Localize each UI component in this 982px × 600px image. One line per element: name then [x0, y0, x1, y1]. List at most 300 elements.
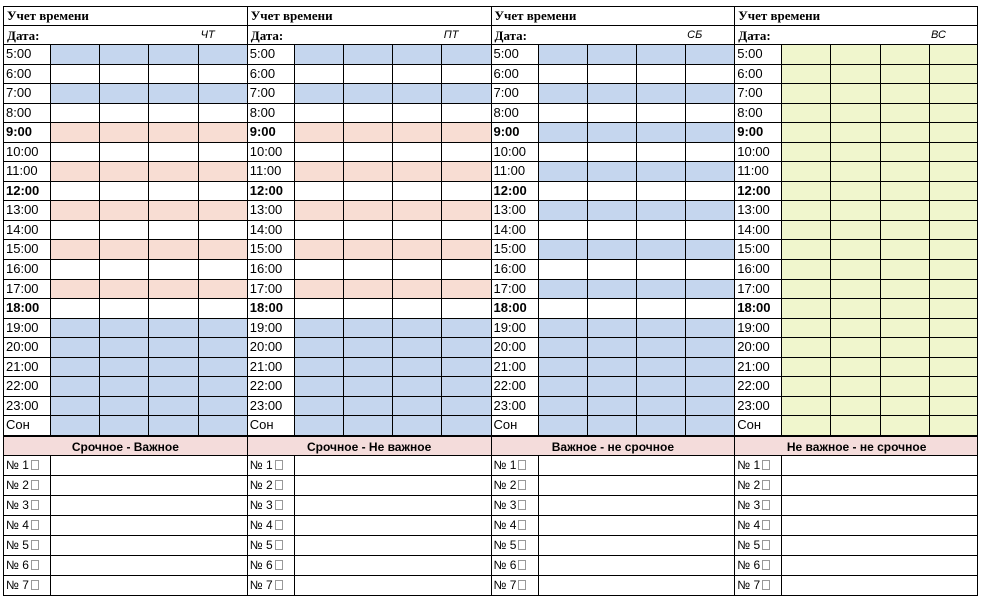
- hour-cell[interactable]: [442, 45, 490, 64]
- hour-cell[interactable]: [539, 123, 588, 142]
- hour-cell[interactable]: [881, 416, 930, 435]
- hour-cell[interactable]: [100, 280, 149, 299]
- hour-cell[interactable]: [199, 260, 247, 279]
- hour-cell[interactable]: [51, 358, 100, 377]
- hour-cell[interactable]: [199, 358, 247, 377]
- hour-cell[interactable]: [442, 397, 490, 416]
- hour-cell[interactable]: [295, 221, 344, 240]
- hour-cell[interactable]: [51, 319, 100, 338]
- hour-cell[interactable]: [881, 201, 930, 220]
- hour-cell[interactable]: [686, 319, 734, 338]
- hour-cell[interactable]: [831, 221, 880, 240]
- hour-cell[interactable]: [199, 416, 247, 435]
- hour-cell[interactable]: [930, 280, 978, 299]
- hour-cell[interactable]: [637, 65, 686, 84]
- hour-cell[interactable]: [442, 221, 490, 240]
- hour-cell[interactable]: [686, 84, 734, 103]
- hour-cell[interactable]: [539, 280, 588, 299]
- hour-cell[interactable]: [199, 182, 247, 201]
- hour-cell[interactable]: [295, 162, 344, 181]
- checkbox-icon[interactable]: [762, 500, 770, 510]
- hour-cell[interactable]: [930, 358, 978, 377]
- hour-cell[interactable]: [686, 397, 734, 416]
- hour-cell[interactable]: [539, 260, 588, 279]
- hour-cell[interactable]: [295, 319, 344, 338]
- hour-cell[interactable]: [637, 377, 686, 396]
- hour-cell[interactable]: [637, 358, 686, 377]
- hour-cell[interactable]: [295, 358, 344, 377]
- hour-cell[interactable]: [637, 299, 686, 318]
- hour-cell[interactable]: [637, 221, 686, 240]
- hour-cell[interactable]: [344, 65, 393, 84]
- checkbox-icon[interactable]: [518, 580, 526, 590]
- hour-cell[interactable]: [686, 221, 734, 240]
- task-input-cell[interactable]: [539, 476, 735, 495]
- task-input-cell[interactable]: [782, 576, 978, 595]
- hour-cell[interactable]: [881, 162, 930, 181]
- hour-cell[interactable]: [51, 182, 100, 201]
- hour-cell[interactable]: [782, 416, 831, 435]
- hour-cell[interactable]: [295, 416, 344, 435]
- hour-cell[interactable]: [393, 123, 442, 142]
- hour-cell[interactable]: [686, 104, 734, 123]
- hour-cell[interactable]: [393, 162, 442, 181]
- hour-cell[interactable]: [782, 143, 831, 162]
- hour-cell[interactable]: [199, 143, 247, 162]
- hour-cell[interactable]: [588, 123, 637, 142]
- hour-cell[interactable]: [51, 45, 100, 64]
- hour-cell[interactable]: [831, 45, 880, 64]
- hour-cell[interactable]: [831, 84, 880, 103]
- hour-cell[interactable]: [295, 143, 344, 162]
- hour-cell[interactable]: [51, 299, 100, 318]
- task-input-cell[interactable]: [295, 496, 491, 515]
- hour-cell[interactable]: [344, 201, 393, 220]
- hour-cell[interactable]: [393, 201, 442, 220]
- hour-cell[interactable]: [686, 201, 734, 220]
- hour-cell[interactable]: [344, 338, 393, 357]
- hour-cell[interactable]: [199, 104, 247, 123]
- hour-cell[interactable]: [149, 299, 198, 318]
- hour-cell[interactable]: [686, 182, 734, 201]
- hour-cell[interactable]: [295, 45, 344, 64]
- hour-cell[interactable]: [539, 84, 588, 103]
- task-input-cell[interactable]: [295, 516, 491, 535]
- hour-cell[interactable]: [588, 416, 637, 435]
- hour-cell[interactable]: [588, 162, 637, 181]
- hour-cell[interactable]: [637, 84, 686, 103]
- hour-cell[interactable]: [782, 260, 831, 279]
- task-input-cell[interactable]: [295, 576, 491, 595]
- hour-cell[interactable]: [588, 319, 637, 338]
- hour-cell[interactable]: [831, 201, 880, 220]
- checkbox-icon[interactable]: [762, 580, 770, 590]
- hour-cell[interactable]: [344, 143, 393, 162]
- hour-cell[interactable]: [881, 240, 930, 259]
- task-input-cell[interactable]: [51, 516, 247, 535]
- hour-cell[interactable]: [199, 65, 247, 84]
- hour-cell[interactable]: [782, 201, 831, 220]
- hour-cell[interactable]: [295, 182, 344, 201]
- task-input-cell[interactable]: [295, 556, 491, 575]
- task-input-cell[interactable]: [782, 556, 978, 575]
- hour-cell[interactable]: [393, 65, 442, 84]
- hour-cell[interactable]: [831, 397, 880, 416]
- hour-cell[interactable]: [344, 104, 393, 123]
- hour-cell[interactable]: [588, 84, 637, 103]
- hour-cell[interactable]: [782, 299, 831, 318]
- hour-cell[interactable]: [881, 299, 930, 318]
- task-input-cell[interactable]: [539, 496, 735, 515]
- hour-cell[interactable]: [539, 319, 588, 338]
- hour-cell[interactable]: [199, 162, 247, 181]
- hour-cell[interactable]: [51, 377, 100, 396]
- hour-cell[interactable]: [831, 123, 880, 142]
- hour-cell[interactable]: [199, 201, 247, 220]
- hour-cell[interactable]: [588, 221, 637, 240]
- hour-cell[interactable]: [930, 65, 978, 84]
- hour-cell[interactable]: [344, 280, 393, 299]
- hour-cell[interactable]: [881, 280, 930, 299]
- hour-cell[interactable]: [588, 65, 637, 84]
- hour-cell[interactable]: [344, 416, 393, 435]
- hour-cell[interactable]: [881, 260, 930, 279]
- hour-cell[interactable]: [51, 240, 100, 259]
- hour-cell[interactable]: [100, 162, 149, 181]
- checkbox-icon[interactable]: [518, 500, 526, 510]
- hour-cell[interactable]: [149, 338, 198, 357]
- hour-cell[interactable]: [149, 84, 198, 103]
- hour-cell[interactable]: [588, 299, 637, 318]
- hour-cell[interactable]: [100, 338, 149, 357]
- hour-cell[interactable]: [831, 104, 880, 123]
- hour-cell[interactable]: [831, 319, 880, 338]
- hour-cell[interactable]: [442, 299, 490, 318]
- hour-cell[interactable]: [100, 65, 149, 84]
- hour-cell[interactable]: [539, 377, 588, 396]
- hour-cell[interactable]: [782, 123, 831, 142]
- hour-cell[interactable]: [149, 240, 198, 259]
- hour-cell[interactable]: [881, 338, 930, 357]
- hour-cell[interactable]: [881, 143, 930, 162]
- hour-cell[interactable]: [881, 397, 930, 416]
- hour-cell[interactable]: [393, 143, 442, 162]
- hour-cell[interactable]: [149, 377, 198, 396]
- hour-cell[interactable]: [686, 45, 734, 64]
- task-input-cell[interactable]: [782, 476, 978, 495]
- hour-cell[interactable]: [930, 416, 978, 435]
- hour-cell[interactable]: [686, 260, 734, 279]
- hour-cell[interactable]: [637, 45, 686, 64]
- hour-cell[interactable]: [344, 358, 393, 377]
- hour-cell[interactable]: [539, 104, 588, 123]
- hour-cell[interactable]: [637, 338, 686, 357]
- task-input-cell[interactable]: [51, 456, 247, 475]
- hour-cell[interactable]: [344, 182, 393, 201]
- task-input-cell[interactable]: [51, 556, 247, 575]
- hour-cell[interactable]: [295, 123, 344, 142]
- hour-cell[interactable]: [881, 221, 930, 240]
- hour-cell[interactable]: [51, 397, 100, 416]
- hour-cell[interactable]: [51, 416, 100, 435]
- hour-cell[interactable]: [782, 65, 831, 84]
- checkbox-icon[interactable]: [275, 500, 283, 510]
- hour-cell[interactable]: [930, 84, 978, 103]
- task-input-cell[interactable]: [539, 576, 735, 595]
- hour-cell[interactable]: [295, 65, 344, 84]
- hour-cell[interactable]: [637, 123, 686, 142]
- hour-cell[interactable]: [930, 240, 978, 259]
- hour-cell[interactable]: [881, 358, 930, 377]
- task-input-cell[interactable]: [539, 536, 735, 555]
- hour-cell[interactable]: [344, 319, 393, 338]
- hour-cell[interactable]: [442, 201, 490, 220]
- hour-cell[interactable]: [442, 319, 490, 338]
- checkbox-icon[interactable]: [762, 560, 770, 570]
- hour-cell[interactable]: [539, 182, 588, 201]
- hour-cell[interactable]: [588, 260, 637, 279]
- hour-cell[interactable]: [782, 397, 831, 416]
- hour-cell[interactable]: [881, 377, 930, 396]
- hour-cell[interactable]: [51, 338, 100, 357]
- hour-cell[interactable]: [782, 377, 831, 396]
- checkbox-icon[interactable]: [275, 560, 283, 570]
- hour-cell[interactable]: [637, 240, 686, 259]
- hour-cell[interactable]: [686, 123, 734, 142]
- hour-cell[interactable]: [393, 260, 442, 279]
- hour-cell[interactable]: [930, 260, 978, 279]
- hour-cell[interactable]: [588, 201, 637, 220]
- hour-cell[interactable]: [881, 104, 930, 123]
- hour-cell[interactable]: [637, 201, 686, 220]
- checkbox-icon[interactable]: [518, 560, 526, 570]
- hour-cell[interactable]: [51, 84, 100, 103]
- task-input-cell[interactable]: [782, 516, 978, 535]
- hour-cell[interactable]: [51, 162, 100, 181]
- hour-cell[interactable]: [686, 65, 734, 84]
- task-input-cell[interactable]: [295, 476, 491, 495]
- hour-cell[interactable]: [686, 338, 734, 357]
- hour-cell[interactable]: [831, 260, 880, 279]
- hour-cell[interactable]: [199, 84, 247, 103]
- hour-cell[interactable]: [782, 104, 831, 123]
- hour-cell[interactable]: [295, 260, 344, 279]
- hour-cell[interactable]: [51, 221, 100, 240]
- hour-cell[interactable]: [930, 162, 978, 181]
- hour-cell[interactable]: [100, 84, 149, 103]
- hour-cell[interactable]: [149, 319, 198, 338]
- hour-cell[interactable]: [539, 162, 588, 181]
- hour-cell[interactable]: [881, 65, 930, 84]
- hour-cell[interactable]: [686, 240, 734, 259]
- hour-cell[interactable]: [539, 397, 588, 416]
- hour-cell[interactable]: [149, 416, 198, 435]
- hour-cell[interactable]: [100, 221, 149, 240]
- hour-cell[interactable]: [588, 240, 637, 259]
- hour-cell[interactable]: [100, 182, 149, 201]
- hour-cell[interactable]: [637, 397, 686, 416]
- hour-cell[interactable]: [51, 104, 100, 123]
- checkbox-icon[interactable]: [31, 500, 39, 510]
- hour-cell[interactable]: [637, 104, 686, 123]
- hour-cell[interactable]: [881, 319, 930, 338]
- hour-cell[interactable]: [637, 162, 686, 181]
- hour-cell[interactable]: [199, 319, 247, 338]
- hour-cell[interactable]: [686, 358, 734, 377]
- checkbox-icon[interactable]: [762, 540, 770, 550]
- hour-cell[interactable]: [393, 416, 442, 435]
- hour-cell[interactable]: [442, 162, 490, 181]
- hour-cell[interactable]: [831, 299, 880, 318]
- hour-cell[interactable]: [539, 65, 588, 84]
- hour-cell[interactable]: [588, 338, 637, 357]
- hour-cell[interactable]: [782, 162, 831, 181]
- hour-cell[interactable]: [588, 182, 637, 201]
- hour-cell[interactable]: [100, 299, 149, 318]
- hour-cell[interactable]: [442, 280, 490, 299]
- hour-cell[interactable]: [51, 260, 100, 279]
- hour-cell[interactable]: [295, 104, 344, 123]
- task-input-cell[interactable]: [51, 536, 247, 555]
- checkbox-icon[interactable]: [31, 580, 39, 590]
- hour-cell[interactable]: [100, 143, 149, 162]
- checkbox-icon[interactable]: [275, 580, 283, 590]
- hour-cell[interactable]: [930, 397, 978, 416]
- hour-cell[interactable]: [295, 299, 344, 318]
- hour-cell[interactable]: [782, 280, 831, 299]
- hour-cell[interactable]: [442, 84, 490, 103]
- task-input-cell[interactable]: [539, 516, 735, 535]
- hour-cell[interactable]: [199, 397, 247, 416]
- hour-cell[interactable]: [344, 162, 393, 181]
- hour-cell[interactable]: [588, 280, 637, 299]
- hour-cell[interactable]: [539, 45, 588, 64]
- hour-cell[interactable]: [295, 84, 344, 103]
- checkbox-icon[interactable]: [31, 480, 39, 490]
- hour-cell[interactable]: [831, 65, 880, 84]
- hour-cell[interactable]: [539, 201, 588, 220]
- checkbox-icon[interactable]: [275, 520, 283, 530]
- hour-cell[interactable]: [637, 319, 686, 338]
- hour-cell[interactable]: [51, 123, 100, 142]
- hour-cell[interactable]: [930, 123, 978, 142]
- checkbox-icon[interactable]: [518, 480, 526, 490]
- hour-cell[interactable]: [686, 299, 734, 318]
- hour-cell[interactable]: [393, 45, 442, 64]
- hour-cell[interactable]: [539, 299, 588, 318]
- hour-cell[interactable]: [51, 143, 100, 162]
- hour-cell[interactable]: [149, 358, 198, 377]
- hour-cell[interactable]: [51, 280, 100, 299]
- hour-cell[interactable]: [686, 162, 734, 181]
- hour-cell[interactable]: [199, 45, 247, 64]
- checkbox-icon[interactable]: [31, 520, 39, 530]
- hour-cell[interactable]: [393, 240, 442, 259]
- hour-cell[interactable]: [393, 221, 442, 240]
- hour-cell[interactable]: [295, 338, 344, 357]
- hour-cell[interactable]: [100, 358, 149, 377]
- hour-cell[interactable]: [588, 143, 637, 162]
- checkbox-icon[interactable]: [762, 460, 770, 470]
- task-input-cell[interactable]: [51, 496, 247, 515]
- hour-cell[interactable]: [344, 377, 393, 396]
- hour-cell[interactable]: [442, 104, 490, 123]
- hour-cell[interactable]: [442, 260, 490, 279]
- hour-cell[interactable]: [149, 260, 198, 279]
- hour-cell[interactable]: [930, 143, 978, 162]
- hour-cell[interactable]: [539, 416, 588, 435]
- checkbox-icon[interactable]: [762, 480, 770, 490]
- hour-cell[interactable]: [637, 280, 686, 299]
- hour-cell[interactable]: [149, 123, 198, 142]
- task-input-cell[interactable]: [295, 456, 491, 475]
- hour-cell[interactable]: [100, 104, 149, 123]
- hour-cell[interactable]: [100, 397, 149, 416]
- checkbox-icon[interactable]: [275, 480, 283, 490]
- hour-cell[interactable]: [686, 377, 734, 396]
- hour-cell[interactable]: [539, 240, 588, 259]
- hour-cell[interactable]: [149, 143, 198, 162]
- hour-cell[interactable]: [442, 240, 490, 259]
- checkbox-icon[interactable]: [518, 540, 526, 550]
- hour-cell[interactable]: [782, 45, 831, 64]
- hour-cell[interactable]: [539, 338, 588, 357]
- task-input-cell[interactable]: [782, 536, 978, 555]
- task-input-cell[interactable]: [782, 496, 978, 515]
- hour-cell[interactable]: [149, 201, 198, 220]
- hour-cell[interactable]: [100, 240, 149, 259]
- hour-cell[interactable]: [782, 182, 831, 201]
- hour-cell[interactable]: [149, 397, 198, 416]
- hour-cell[interactable]: [100, 201, 149, 220]
- hour-cell[interactable]: [782, 319, 831, 338]
- hour-cell[interactable]: [930, 338, 978, 357]
- checkbox-icon[interactable]: [275, 460, 283, 470]
- hour-cell[interactable]: [782, 358, 831, 377]
- hour-cell[interactable]: [831, 416, 880, 435]
- hour-cell[interactable]: [149, 45, 198, 64]
- task-input-cell[interactable]: [539, 556, 735, 575]
- hour-cell[interactable]: [100, 123, 149, 142]
- hour-cell[interactable]: [199, 240, 247, 259]
- hour-cell[interactable]: [831, 358, 880, 377]
- hour-cell[interactable]: [782, 240, 831, 259]
- hour-cell[interactable]: [393, 338, 442, 357]
- hour-cell[interactable]: [831, 280, 880, 299]
- hour-cell[interactable]: [393, 182, 442, 201]
- hour-cell[interactable]: [930, 45, 978, 64]
- hour-cell[interactable]: [393, 377, 442, 396]
- checkbox-icon[interactable]: [31, 460, 39, 470]
- checkbox-icon[interactable]: [518, 520, 526, 530]
- hour-cell[interactable]: [344, 45, 393, 64]
- hour-cell[interactable]: [100, 45, 149, 64]
- hour-cell[interactable]: [149, 65, 198, 84]
- hour-cell[interactable]: [831, 143, 880, 162]
- hour-cell[interactable]: [588, 104, 637, 123]
- task-input-cell[interactable]: [51, 476, 247, 495]
- checkbox-icon[interactable]: [518, 460, 526, 470]
- hour-cell[interactable]: [393, 319, 442, 338]
- hour-cell[interactable]: [442, 416, 490, 435]
- checkbox-icon[interactable]: [31, 560, 39, 570]
- hour-cell[interactable]: [149, 280, 198, 299]
- hour-cell[interactable]: [930, 319, 978, 338]
- hour-cell[interactable]: [782, 338, 831, 357]
- hour-cell[interactable]: [881, 182, 930, 201]
- hour-cell[interactable]: [393, 84, 442, 103]
- task-input-cell[interactable]: [782, 456, 978, 475]
